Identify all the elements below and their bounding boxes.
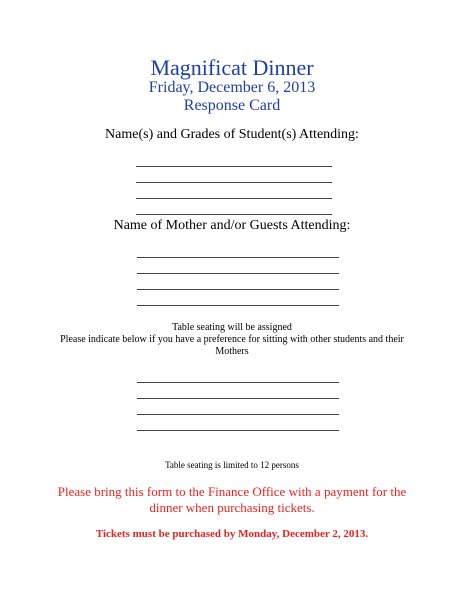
finance-office-note: Please bring this form to the Finance Office with a payment for the dinner when purchasing tickets.	[57, 484, 407, 515]
seating-preference-line[interactable]	[137, 398, 339, 399]
student-name-line[interactable]	[136, 182, 332, 183]
seating-limit-note: Table seating is limited to 12 persons	[165, 460, 299, 470]
student-name-line[interactable]	[136, 166, 332, 167]
seating-preference-line[interactable]	[137, 414, 339, 415]
guest-name-line[interactable]	[137, 257, 339, 258]
seating-preference-instructions: Please indicate below if you have a preference for sitting with other students and their Mothers	[60, 334, 404, 357]
guests-heading: Name of Mother and/or Guests Attending:	[113, 218, 351, 233]
student-name-line[interactable]	[136, 214, 332, 215]
students-heading: Name(s) and Grades of Student(s) Attending:	[105, 127, 359, 142]
seating-note: Table seating will be assigned	[172, 322, 292, 333]
student-name-line[interactable]	[136, 198, 332, 199]
guest-name-line[interactable]	[137, 289, 339, 290]
card-subtitle: Response Card	[183, 97, 281, 114]
seating-preference-line[interactable]	[137, 430, 339, 431]
ticket-deadline: Tickets must be purchased by Monday, December 2, 2013.	[95, 528, 369, 540]
guest-name-line[interactable]	[137, 305, 339, 306]
card-title: Magnificat Dinner	[150, 55, 314, 80]
seating-preference-line[interactable]	[137, 382, 339, 383]
guest-name-line[interactable]	[137, 273, 339, 274]
event-date: Friday, December 6, 2013	[148, 79, 316, 96]
